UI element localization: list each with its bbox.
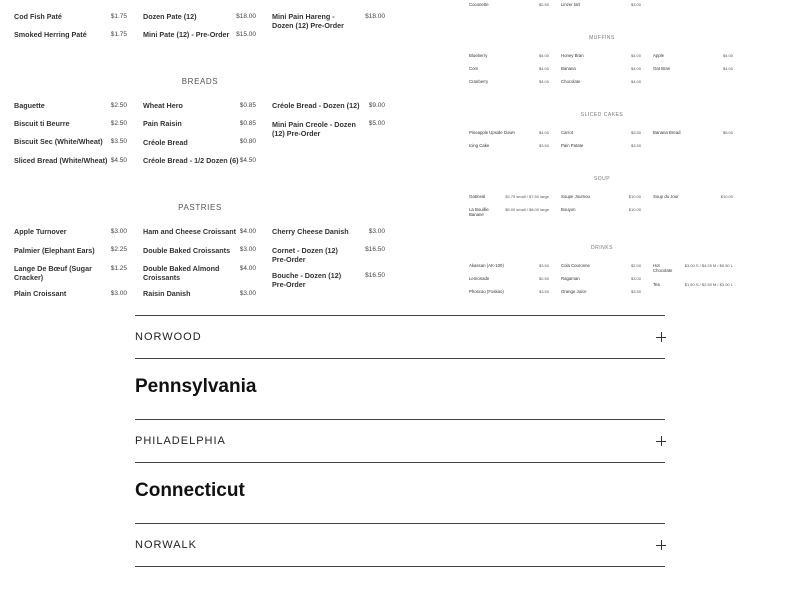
menu-item-name: Créole Bread (143, 138, 188, 147)
menu-item-price: $4.00 (538, 130, 549, 135)
divider (135, 523, 665, 524)
menu-item-price: $2.25 (110, 246, 127, 253)
menu-item-price: $4.00 (538, 79, 549, 84)
divider (135, 566, 665, 567)
menu-item-price: $4.00 (239, 265, 256, 272)
menu-item-price: $0.80 (239, 138, 256, 145)
menu-item-price: $9.00 (368, 102, 385, 109)
menu-item-price: $3.50 (538, 289, 549, 294)
menu-item-price: $16.50 (365, 246, 385, 253)
plus-icon[interactable] (656, 332, 666, 342)
menu-item-price: $4.00 (630, 79, 641, 84)
menu-item-name: Mini Pain Hareng - Dozen (12) Pre-Order (272, 12, 344, 30)
menu-item-price: $4.50 (110, 157, 127, 164)
menu-item-price: $4.00 (630, 53, 641, 58)
menu-item-name: Double Baked Croissants (143, 246, 231, 255)
menu-item-name: Bouche - Dozen (12) Pre-Order (272, 271, 342, 289)
menu-item-name: Linzer tart (561, 2, 581, 7)
menu-item-price: $3.00 (630, 276, 641, 281)
menu-item-name: Apple Turnover (14, 227, 67, 236)
menu-item-name: Bouyon (561, 207, 576, 212)
menu-item-name: Cola Couronne (561, 263, 590, 268)
menu-item-name: Wheat Hero (143, 101, 183, 110)
menu-item-name: Biscuit ti Beurre (14, 119, 70, 128)
menu-item-price: $2.50 (110, 102, 127, 109)
menu-item-price: $0.85 (239, 120, 256, 127)
menu-item-name: Smoked Herring Paté (14, 30, 87, 39)
menu-item-name: Banana (561, 66, 576, 71)
menu-item-price: $3.00 (110, 228, 127, 235)
menu-item-price: $3.50 (110, 138, 127, 145)
drinks-heading: DRINKS (591, 245, 613, 251)
menu-item-name: Mini Pate (12) - Pre-Order (143, 30, 230, 39)
menu-item-price: $4.50 (239, 157, 256, 164)
menu-item-name: Carrot (561, 130, 573, 135)
menu-item-price: $3.00 (110, 290, 127, 297)
menu-item-price: $0.85 (239, 102, 256, 109)
menu-item-name: Oatmeal (469, 194, 486, 199)
menu-item-price: $4.00 (239, 228, 256, 235)
menu-item-price: $18.00 (365, 13, 385, 20)
menu-item-price: $4.00 (630, 66, 641, 71)
menu-item-name: Créole Bread - Dozen (12) (272, 101, 360, 110)
menu-item-price: $3.50 (630, 143, 641, 148)
menu-item-name: Cherry Cheese Danish (272, 227, 349, 236)
menu-item-name: Coconette (469, 2, 489, 7)
menu-item-name: Hot Chocolate (653, 263, 673, 273)
menu-item-price: $3.00 (239, 246, 256, 253)
menu-item-price: $10.00 (720, 194, 733, 199)
menu-item-price: $1.50 S / $2.50 M / $3.00 L (684, 282, 733, 287)
menu-item-name: Chocolate (561, 79, 581, 84)
menu-item-price: $2.50 (110, 120, 127, 127)
menu-item-name: Blueberry (469, 53, 488, 58)
main-menu-panel (0, 0, 395, 300)
menu-item-price: $3.50 (630, 130, 641, 135)
menu-item-name: Mini Pain Creole - Dozen (12) Pre-Order (272, 120, 356, 138)
divider (135, 419, 665, 420)
menu-item-price: $3.50 (538, 143, 549, 148)
menu-item-price: $15.00 (236, 31, 256, 38)
menu-item-name: Ragaman (561, 276, 580, 281)
menu-item-price: $3.50 (630, 289, 641, 294)
pastries-heading: PASTRIES (178, 203, 222, 212)
menu-item-name: Cod Fish Paté (14, 12, 62, 21)
state-heading: Connecticut (135, 480, 245, 501)
menu-item-price: $3.00 (368, 228, 385, 235)
menu-item-name: Palmier (Elephant Ears) (14, 246, 95, 255)
state-heading: Pennsylvania (135, 376, 257, 397)
accordion-title[interactable]: PHILADELPHIA (135, 435, 226, 447)
menu-item-name: Pineapple Upside Down (469, 130, 515, 135)
menu-item-name: Plain Croissant (14, 289, 67, 298)
menu-item-price: $3.00 (239, 290, 256, 297)
menu-item-name: Cranberry (469, 79, 489, 84)
menu-item-price: $18.00 (236, 13, 256, 20)
menu-item-price: $10.00 (628, 207, 641, 212)
menu-item-price: $1.75 (110, 13, 127, 20)
menu-item-name: Honey Bran (561, 53, 584, 58)
menu-item-name: Créole Bread - 1/2 Dozen (6) (143, 156, 239, 165)
menu-item-name: Pain Raisin (143, 119, 182, 128)
menu-item-price: $2.50 (538, 276, 549, 281)
menu-item-name: Pain Patate (561, 143, 584, 148)
divider (135, 462, 665, 463)
menu-item-name: Banana Bread (653, 130, 681, 135)
soup-heading: SOUP (593, 176, 611, 182)
menu-item-name: Lange De Bœuf (Sugar Cracker) (14, 264, 92, 282)
menu-item-name: Dozen Pate (12) (143, 12, 197, 21)
menu-item-name: Oat Bran (653, 66, 671, 71)
menu-item-name: Sliced Bread (White/Wheat) (14, 156, 108, 165)
divider (135, 358, 665, 359)
plus-icon[interactable] (656, 540, 666, 550)
menu-item-name: Biscuit Sec (White/Wheat) (14, 137, 103, 146)
menu-item-price: $3.50 (538, 263, 549, 268)
menu-item-price: $3.00 S / $4.25 M / $5.50 L (684, 263, 733, 268)
menu-item-name: Corn (469, 66, 479, 71)
divider (135, 315, 665, 316)
secondary-menu-panel (462, 0, 800, 300)
accordion-title[interactable]: NORWOOD (135, 331, 202, 343)
menu-item-name: Orange Juice (561, 289, 587, 294)
menu-item-price: $4.00 (538, 53, 549, 58)
menu-item-price: $4.00 (538, 66, 549, 71)
menu-item-name: La Bouillie Banane (469, 207, 489, 217)
menu-item-price: $5.00 (368, 120, 385, 127)
menu-item-price: $3.75 small / $7.50 large (505, 194, 549, 199)
menu-item-name: Ham and Cheese Croissant (143, 227, 237, 236)
menu-item-price: $2.00 (630, 263, 641, 268)
muffins-heading: MUFFINS (589, 35, 615, 41)
menu-item-price: $2.50 (538, 2, 549, 7)
menu-item-price: $4.00 (722, 66, 733, 71)
menu-item-name: Raisin Danish (143, 289, 191, 298)
menu-item-name: Icing Cake (469, 143, 490, 148)
menu-item-name: Soup du Jour (653, 194, 679, 199)
menu-item-price: $10.00 (628, 194, 641, 199)
menu-item-price: $1.75 (110, 31, 127, 38)
sliced-cakes-heading: SLICED CAKES (580, 112, 624, 118)
plus-icon[interactable] (656, 436, 666, 446)
menu-item-name: Phoscao (Foskao) (469, 289, 504, 294)
menu-item-name: Tea (653, 282, 660, 287)
menu-item-price: $5.00 small / $8.00 large (505, 207, 549, 212)
menu-item-name: Baguette (14, 101, 45, 110)
menu-item-name: Lemonade (469, 276, 490, 281)
menu-item-price: $4.00 (722, 53, 733, 58)
accordion-title[interactable]: NORWALK (135, 539, 198, 551)
menu-item-price: $1.25 (110, 265, 127, 272)
menu-item-price: $5.00 (722, 130, 733, 135)
menu-item-name: Akassan (AK-100) (469, 263, 504, 268)
menu-item-price: $16.50 (365, 272, 385, 279)
menu-item-name: Cornet - Dozen (12) Pre-Order (272, 246, 338, 264)
breads-heading: BREADS (181, 77, 219, 86)
menu-item-name: Soupe Joumou (561, 194, 590, 199)
menu-item-price: $3.00 (630, 2, 641, 7)
menu-item-name: Apple (653, 53, 664, 58)
menu-item-name: Double Baked Almond Croissants (143, 264, 220, 282)
